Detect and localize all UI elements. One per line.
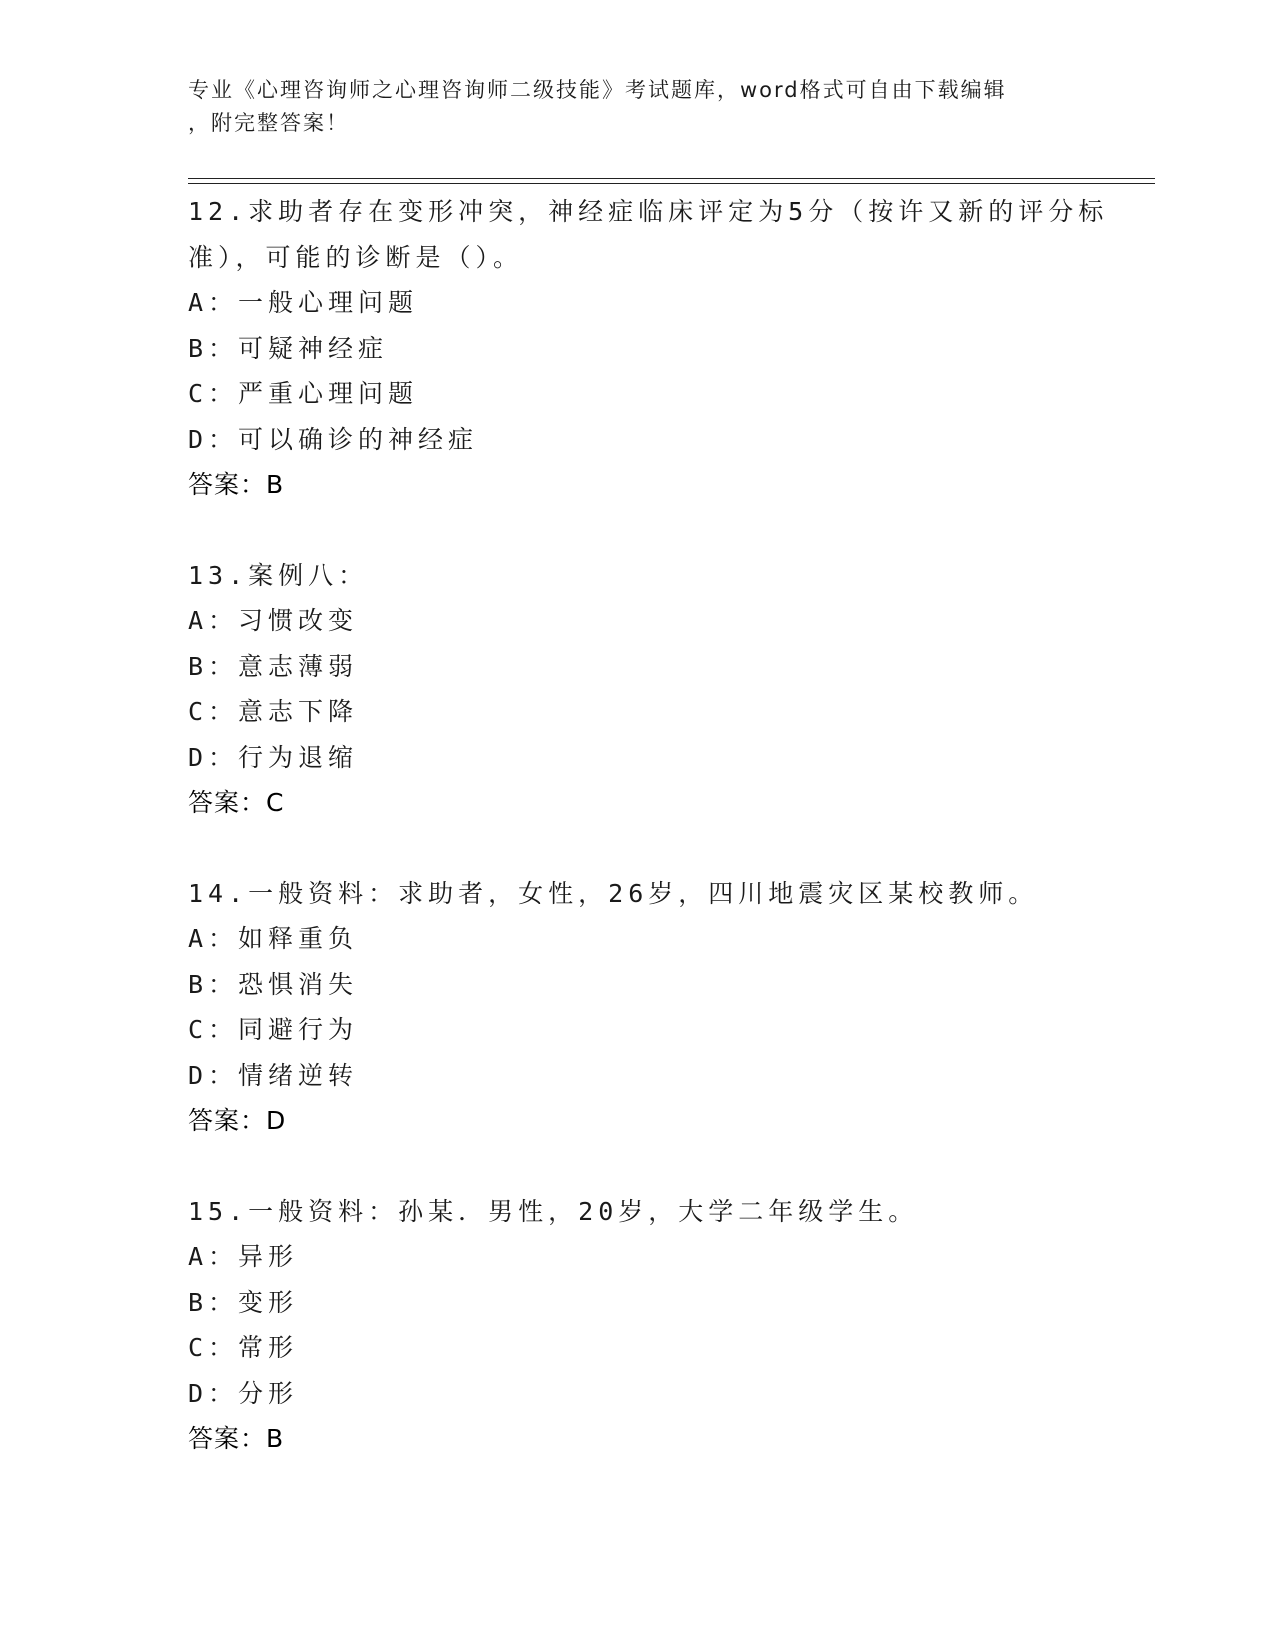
option-a: A：习惯改变 <box>188 606 359 635</box>
option-b: B：恐惧消失 <box>188 969 359 999</box>
question-title: 13.案例八： <box>188 560 369 590</box>
question-title: 15.一般资料：孙某．男性，20岁，大学二年级学生。 <box>188 1196 919 1226</box>
question-12 <box>188 189 1148 508</box>
question-list <box>188 189 1148 1507</box>
option-a: A：异形 <box>188 1242 299 1271</box>
question-title: 12.求助者存在变形冲突，神经症临床评定为5分（按许又新的评分标准），可能的诊断是（）。 <box>188 197 1109 272</box>
answer: 答案：B <box>188 1424 285 1453</box>
option-d: D：分形 <box>188 1378 299 1408</box>
header-line-1: 专业《心理咨询师之心理咨询师二级技能》考试题库，word格式可自由下载编辑 <box>188 78 1007 102</box>
option-b: B：意志薄弱 <box>188 651 359 681</box>
option-b: B：可疑神经症 <box>188 333 389 363</box>
answer: 答案：B <box>188 470 285 499</box>
option-d: D：行为退缩 <box>188 742 359 772</box>
option-a: A：一般心理问题 <box>188 288 419 317</box>
answer: 答案：C <box>188 788 285 817</box>
option-c: C：意志下降 <box>188 697 359 726</box>
option-c: C：常形 <box>188 1333 299 1362</box>
header-divider-top <box>188 178 1155 179</box>
header-line-2: ，附完整答案！ <box>188 111 349 135</box>
option-c: C：同避行为 <box>188 1015 359 1044</box>
option-d: D：情绪逆转 <box>188 1060 359 1090</box>
question-14 <box>188 871 1148 1144</box>
question-13 <box>188 553 1148 826</box>
question-15 <box>188 1189 1148 1462</box>
question-title: 14.一般资料：求助者，女性，26岁，四川地震灾区某校教师。 <box>188 878 1039 908</box>
header-divider-bottom <box>188 183 1155 184</box>
option-d: D：可以确诊的神经症 <box>188 424 479 454</box>
option-b: B：变形 <box>188 1287 299 1317</box>
option-c: C：严重心理问题 <box>188 379 419 408</box>
option-a: A：如释重负 <box>188 924 359 953</box>
answer: 答案：D <box>188 1106 287 1135</box>
document-header <box>188 74 1088 140</box>
